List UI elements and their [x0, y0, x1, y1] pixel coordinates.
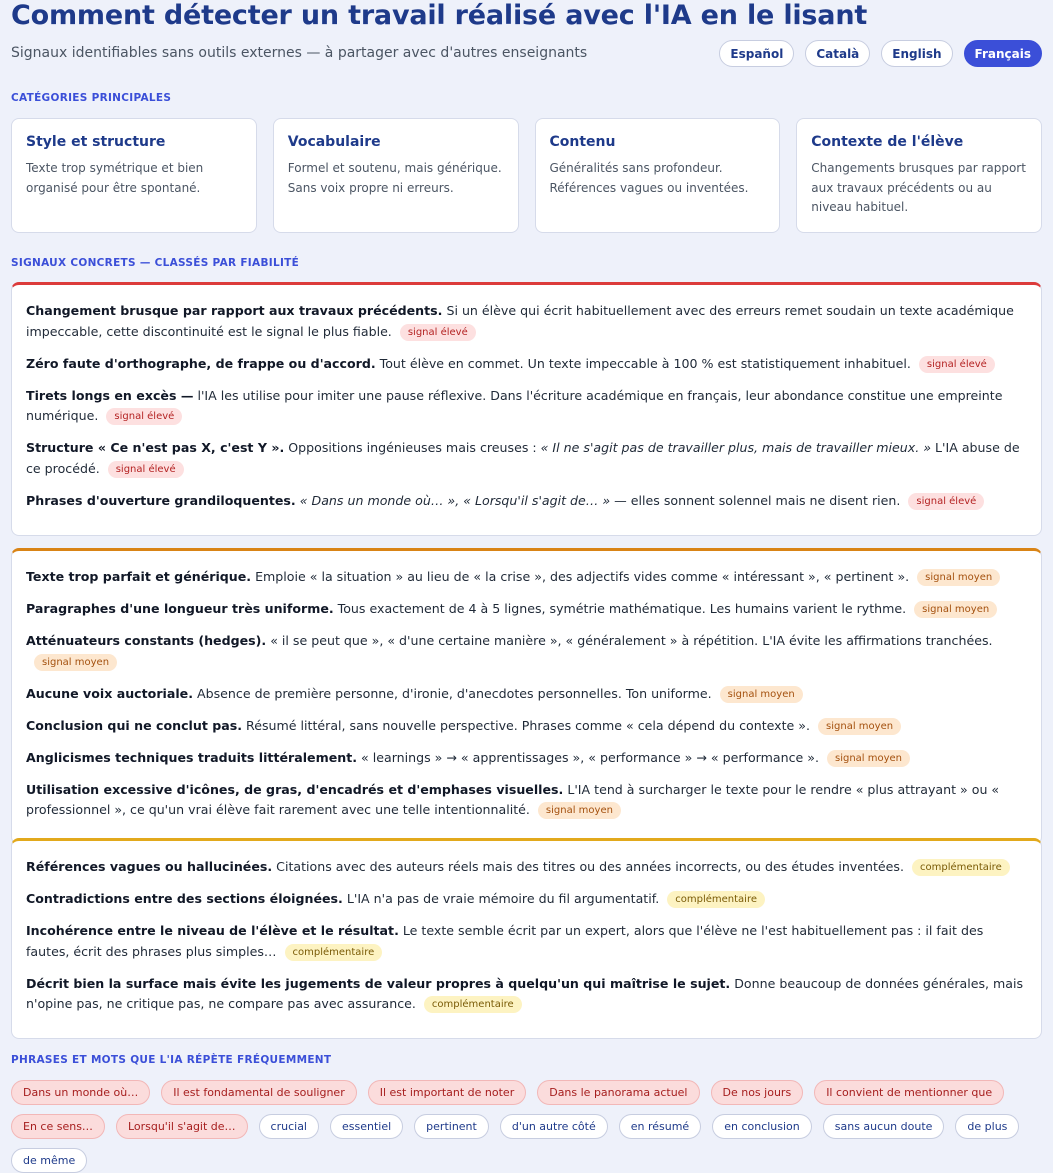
category-title: Contexte de l'élève — [811, 134, 964, 150]
word-chip[interactable]: de même — [11, 1148, 87, 1173]
reliability-badge: complémentaire — [424, 996, 522, 1013]
signal-item — [26, 567, 1027, 588]
reliability-badge: signal moyen — [720, 686, 803, 703]
signal-item — [26, 889, 1027, 910]
signal-title: Références vagues ou hallucinées. — [26, 859, 273, 874]
word-chip[interactable]: sans aucun doute — [823, 1114, 945, 1139]
phrase-chip[interactable]: En ce sens… — [11, 1114, 105, 1139]
reliability-badge: signal élevé — [908, 493, 984, 510]
lang-button-en[interactable]: English — [881, 40, 952, 67]
signal-text-tail: L'IA abuse de ce procédé. — [26, 440, 1020, 476]
signal-text: Emploie « la situation » au lieu de « la crise », des adjectifs vides comme « intéressant », « pertinent ». — [251, 569, 910, 584]
reliability-badge: signal moyen — [538, 802, 621, 819]
signals-section-label: SIGNAUX CONCRETS — CLASSÉS PAR FIABILITÉ — [11, 257, 300, 269]
reliability-badge: signal élevé — [919, 356, 995, 373]
signal-text: Donne beaucoup de données générales, mais n'opine pas, ne critique pas, ne compare pas avec assurance. — [26, 975, 1024, 1011]
reliability-badge: signal élevé — [400, 324, 476, 341]
phrase-chip[interactable]: Il est important de noter — [368, 1080, 527, 1105]
signal-item — [26, 599, 1027, 620]
signal-title: Phrases d'ouverture grandiloquentes. — [26, 492, 296, 508]
signal-item — [26, 438, 1027, 479]
signal-title: Utilisation excessive d'icônes, de gras, d'encadrés et d'emphases visuelles. — [26, 781, 564, 797]
category-desc: Généralités sans profondeur. Références vagues ou inventées. — [549, 161, 749, 195]
word-chip[interactable]: essentiel — [330, 1114, 403, 1139]
category-card-content — [535, 118, 781, 233]
signal-text: l'IA les utilise pour imiter une pause réflexive. Dans l'écriture académique en français, leur abondance constitue une empreinte numérique. — [26, 387, 1003, 423]
category-title: Vocabulaire — [287, 134, 381, 150]
signal-example: « Il ne s'agit pas de travailler plus, mais de travailler mieux. » — [540, 440, 932, 455]
phrase-chip[interactable]: Il convient de mentionner que — [814, 1080, 1004, 1105]
signal-text: Citations avec des auteurs réels mais des titres ou des années incorrects, ou des études inventées. — [272, 859, 904, 874]
word-chip[interactable]: de plus — [955, 1114, 1019, 1139]
word-chip[interactable]: d'un autre côté — [500, 1114, 608, 1139]
signal-item — [26, 354, 1027, 375]
signal-text: Résumé littéral, sans nouvelle perspective. Phrases comme « cela dépend du contexte ». — [242, 717, 811, 733]
reliability-badge: signal moyen — [917, 569, 1000, 586]
reliability-badge: signal moyen — [818, 718, 901, 735]
phrase-chip[interactable]: Lorsqu'il s'agit de… — [116, 1114, 248, 1139]
signal-text: L'IA n'a pas de vraie mémoire du fil argumentatif. — [342, 891, 660, 906]
signal-item — [26, 974, 1027, 1015]
signal-item — [26, 716, 1027, 737]
signal-title: Zéro faute d'orthographe, de frappe ou d'accord. — [26, 355, 376, 371]
reliability-badge: complémentaire — [667, 891, 765, 908]
language-switcher — [719, 40, 1042, 67]
signal-text: Oppositions ingénieuses mais creuses : — [284, 440, 541, 455]
word-chip[interactable]: pertinent — [414, 1114, 489, 1139]
category-title: Contenu — [549, 134, 616, 150]
reliability-badge: signal moyen — [914, 601, 997, 618]
signal-item — [26, 780, 1027, 821]
phrase-chip[interactable]: De nos jours — [711, 1080, 804, 1105]
signal-text-tail: — elles sonnent solennel mais ne disent rien. — [610, 492, 901, 508]
category-card-vocabulary — [273, 118, 519, 233]
category-card-context — [796, 118, 1042, 233]
signal-item — [26, 301, 1027, 342]
signal-title: Atténuateurs constants (hedges). — [26, 633, 267, 648]
word-chip[interactable]: en conclusion — [712, 1114, 812, 1139]
signal-title: Incohérence entre le niveau de l'élève et le résultat. — [26, 923, 399, 938]
category-desc: Formel et soutenu, mais générique. Sans voix propre ni erreurs. — [287, 161, 502, 195]
signal-item — [26, 921, 1027, 962]
signal-text: Tout élève en commet. Un texte impeccable à 100 % est statistiquement inhabituel. — [375, 355, 911, 371]
reliability-badge: complémentaire — [912, 859, 1010, 876]
signal-item — [26, 684, 1027, 705]
signal-text: « il se peut que », « d'une certaine manière », « généralement » à répétition. L'IA évite les affirmations tranchées. — [266, 633, 993, 648]
signals-card-complementary — [11, 838, 1042, 1039]
reliability-badge: signal moyen — [827, 750, 910, 767]
signal-item — [26, 386, 1027, 427]
signal-title: Changement brusque par rapport aux travaux précédents. — [26, 303, 443, 318]
signal-title: Paragraphes d'une longueur très uniforme. — [26, 601, 334, 616]
phrases-chip-list — [11, 1080, 1046, 1173]
lang-button-ca[interactable]: Català — [805, 40, 870, 67]
reliability-badge: signal élevé — [108, 461, 184, 478]
reliability-badge: complémentaire — [285, 944, 383, 961]
phrase-chip[interactable]: Il est fondamental de souligner — [161, 1080, 357, 1105]
phrase-chip[interactable]: Dans un monde où… — [11, 1080, 150, 1105]
signal-item — [26, 491, 1027, 512]
signal-text: L'IA tend à surcharger le texte pour le rendre « plus attrayant » ou « professionnel », ce qu'un vrai élève fait rarement avec une telle intentionnalité. — [26, 781, 1000, 817]
signal-title: Aucune voix auctoriale. — [26, 685, 193, 701]
signal-title: Conclusion qui ne conclut pas. — [26, 717, 243, 733]
word-chip[interactable]: en résumé — [619, 1114, 701, 1139]
reliability-badge: signal moyen — [34, 654, 117, 671]
categories-section-label: CATÉGORIES PRINCIPALES — [11, 92, 172, 104]
category-card-style — [11, 118, 257, 233]
reliability-badge: signal élevé — [106, 408, 182, 425]
signal-text: Si un élève qui écrit habituellement avec des erreurs remet soudain un texte académique impeccable, cette discontinuité est le signal le plus fiable. — [26, 303, 1014, 339]
category-desc: Texte trop symétrique et bien organisé pour être spontané. — [26, 161, 204, 195]
page-subtitle: Signaux identifiables sans outils externes — à partager avec d'autres enseignants — [11, 45, 588, 61]
page-header — [0, 0, 1053, 80]
signal-item — [26, 631, 1027, 672]
phrases-section-label: PHRASES ET MOTS QUE L'IA RÉPÈTE FRÉQUEMMENT — [11, 1054, 332, 1066]
word-chip[interactable]: crucial — [259, 1114, 319, 1139]
signal-title: Structure « Ce n'est pas X, c'est Y ». — [26, 440, 285, 455]
signal-text: « learnings » → « apprentissages », « performance » → « performance ». — [357, 749, 819, 765]
signal-title: Texte trop parfait et générique. — [26, 569, 252, 584]
signals-card-high — [11, 282, 1042, 536]
page-title: Comment détecter un travail réalisé avec l'IA en le lisant — [11, 0, 868, 31]
signal-text: Tous exactement de 4 à 5 lignes, symétrie mathématique. Les humains varient le rythme. — [333, 601, 907, 616]
signal-text: Le texte semble écrit par un expert, alors que l'élève ne l'est habituellement pas : il fait des fautes, écrit des phrases plus simples… — [26, 923, 984, 959]
signal-item — [26, 857, 1027, 878]
lang-button-es[interactable]: Español — [719, 40, 794, 67]
signal-text: Absence de première personne, d'ironie, d'anecdotes personnelles. Ton uniforme. — [193, 685, 712, 701]
signal-item — [26, 748, 1027, 769]
signal-title: Contradictions entre des sections éloignées. — [26, 891, 343, 906]
signal-example: « Dans un monde où… », « Lorsqu'il s'agit de… » — [299, 492, 611, 508]
category-desc: Changements brusques par rapport aux travaux précédents ou au niveau habituel. — [811, 161, 1026, 214]
phrase-chip[interactable]: Dans le panorama actuel — [537, 1080, 699, 1105]
category-title: Style et structure — [26, 134, 166, 150]
signal-title: Anglicismes techniques traduits littéralement. — [26, 749, 358, 765]
lang-button-fr[interactable]: Français — [964, 40, 1042, 67]
categories-grid — [11, 118, 1042, 233]
signal-title: Décrit bien la surface mais évite les jugements de valeur propres à quelqu'un qui maîtrise le sujet. — [26, 975, 731, 991]
signal-title: Tirets longs en excès — — [26, 387, 194, 403]
signals-card-medium — [11, 548, 1042, 845]
